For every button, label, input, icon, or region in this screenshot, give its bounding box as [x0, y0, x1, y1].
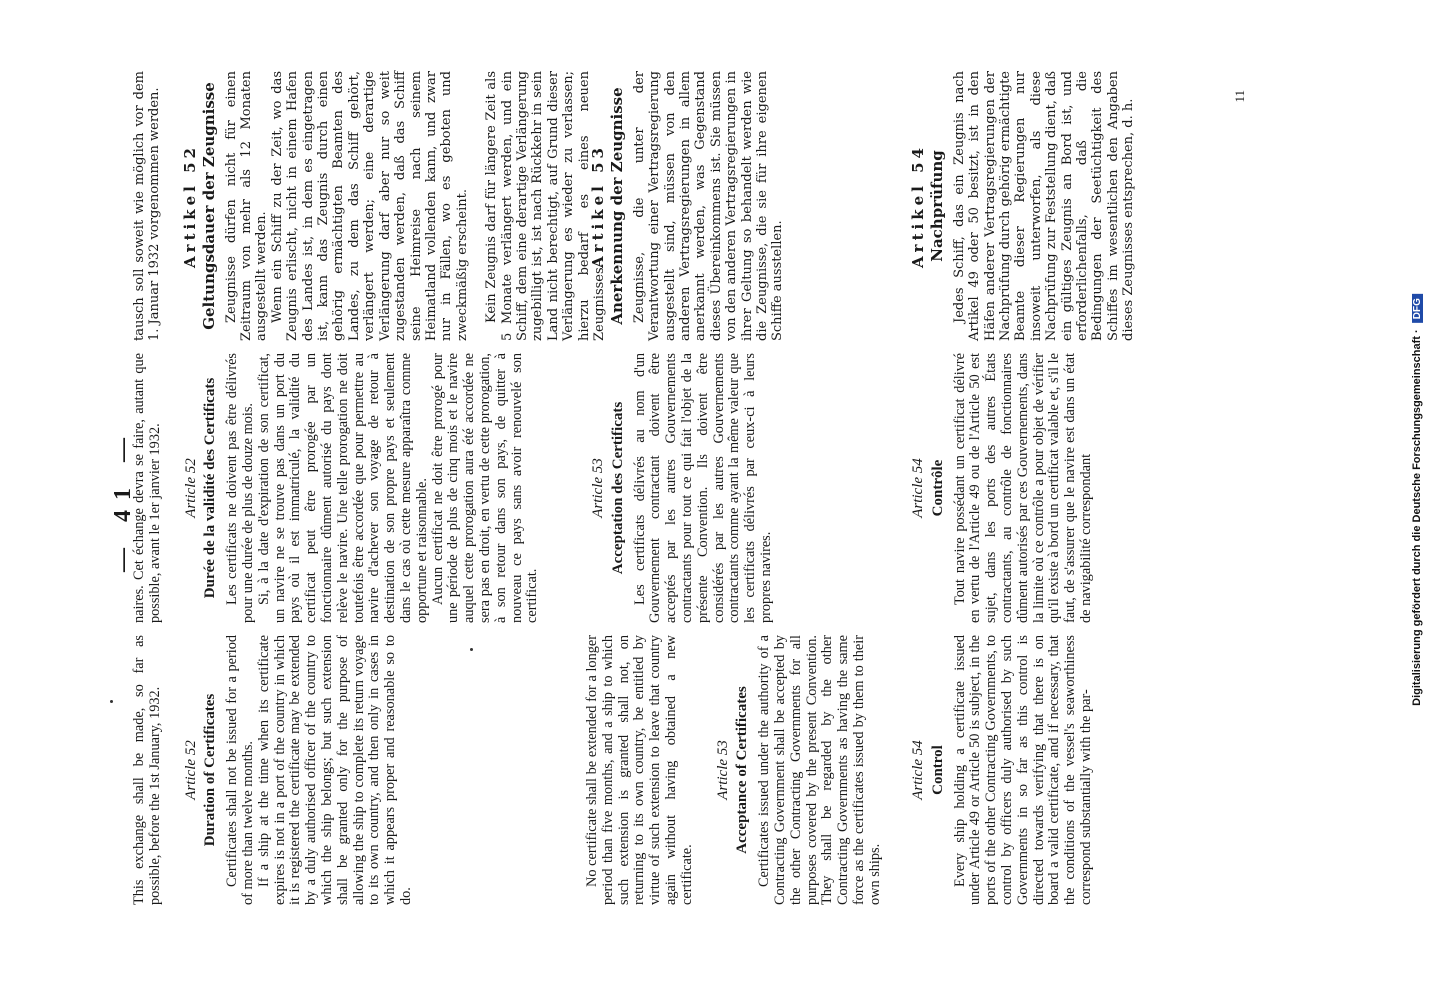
english-article-54-p1: Every ship holding a certificate issued under Article 49 or Article 50 is subject, in the ports of the other Contracting Governments, to control by officers duly authorised by such Governments in so far as this control is directed towards verifying that there is on board a valid certificate, and if necessary, that the conditions of the vessel's seaworthiness correspond substantially with the par-: [951, 635, 1094, 905]
english-intro: This exchange shall be made, so far as possible, before the 1st January, 1932.: [131, 635, 163, 905]
english-column: [132, 635, 415, 905]
english-article-53-label: Article 53: [714, 740, 731, 800]
section-article-53: [584, 71, 883, 905]
german-column: [132, 71, 607, 341]
english-article-52-p2: If a ship at the time when its certificate expires is not in a port of the country in which it is registered the certificate may be extended by a duly authorised officer of the country to which the ship belongs; but such extension shall be granted only for the purpose of allowing the ship to complete its return voyage to its own country, and then only in cases in which it appears proper and reasonable so to do.: [255, 635, 414, 905]
french-article-52-p1: Les certificats ne doivent pas être délivrés pour une durée de plus de douze mois.: [224, 353, 256, 623]
section-article-54: [905, 71, 1225, 905]
french-article-52-heading: Durée de la validité des Certificats: [202, 377, 219, 599]
scan-speck: [470, 648, 473, 651]
english-article-54-heading: Control: [929, 745, 946, 795]
german-article-52-p3: Kein Zeugnis darf für längere Zeit als 5 Monate verlängert werden, und ein Schiff, dem eine derartige Verlängerung zugebilligt ist, ist nach Rückkehr in sein Land nicht berechtigt, auf Grund dieser Verlängerung es wieder zu verlassen; hierzu bedarf es eines neuen Zeugnisses.: [484, 71, 607, 341]
english-column-54: [905, 635, 1095, 905]
german-article-52-label: Artikel 52: [180, 144, 199, 268]
scan-speck: [110, 700, 113, 703]
french-article-53-heading: Acceptation des Certificats: [609, 401, 626, 575]
page-number: — 41 —: [110, 428, 136, 572]
german-column-54: [905, 71, 1137, 341]
german-article-54-heading: Nachprüfung: [928, 150, 947, 262]
french-column: [132, 353, 541, 623]
french-article-53-label: Article 53: [590, 458, 606, 518]
english-article-52-label: Article 52: [182, 740, 199, 800]
english-article-53-p1: Certificates issued under the authority of a Contracting Government shall be accepted by the other Contracting Governments for all purposes covered by the present Convention. They shall be regarded by the other Contracting Governments as having the same force as the certificates issued by them to their own ships.: [756, 635, 883, 905]
digitization-credit-sidebar: [1400, 0, 1434, 1000]
german-column-53: [585, 71, 786, 341]
german-article-53-heading: Anerkennung der Zeugnisse: [608, 87, 627, 325]
french-intro: naires. Cet échange devra se faire, autant que possible, avant le 1er janvier 1932.: [131, 353, 163, 623]
dfg-logo: DFG: [1412, 294, 1423, 323]
french-article-52-p3: Aucun certificat ne doit être prorogé pour une période de plus de cinq mois et le navire auquel cette prorogation aura été accordée ne sera pas en droit, en vertu de cette prorogation, à son retour dans son pays, de quitter à nouveau ce pays sans avoir renouvelé son certificat.: [429, 353, 541, 623]
english-column-53: [585, 635, 884, 905]
german-article-52-p2: Wenn ein Schiff zu der Zeit, wo das Zeugnis erlischt, nicht in einem Hafen des Landes ist, in dem es eingetragen ist, kann das Zeugnis durch einen gehörig ermächtigten Beamten des Landes, zu dem das Schiff gehört, verlängert werden; eine derartige Verlängerung darf aber nur so weit zugestanden werden, daß das Schiff seine Heimreise nach seinem Heimatland vollenden kann, und zwar nur in Fällen, wo es geboten und zweckmäßig erscheint.: [269, 71, 470, 341]
english-article-54-label: Article 54: [910, 740, 926, 800]
german-article-52-heading: Geltungsdauer der Zeugnisse: [200, 82, 219, 330]
english-article-52-p1: Certificates shall not be issued for a period of more than twelve months.: [224, 635, 256, 905]
german-intro: tausch soll soweit wie möglich vor dem 1. Januar 1932 vorgenommen werden.: [132, 71, 163, 341]
french-column-53: [585, 353, 775, 623]
french-article-54-p1: Tout navire possédant un certificat délivré en vertu de l'Article 49 ou de l'Article 50 est sujet, dans les ports des autres États contractants, au contrôle de fonctionnaires dûment autorisés par ces Gouvernements, dans la limite où ce contrôle a pour objet de vérifier qu'il existe à bord un certificat valable et, s'il le faut, de s'assurer que le navire est dans un état de navigabilité correspondant: [951, 353, 1094, 623]
french-article-52-label: Article 52: [182, 458, 199, 518]
german-article-54-p1: Jedes Schiff, das ein Zeugnis nach Artikel 49 oder 50 besitzt, ist in den Häfen anderer Vertragsregierungen der Nachprüfung durch gehörig ermächtigte Beamte dieser Regierungen nur insoweit unterworfen, als diese Nachprüfung zur Feststellung dient, daß ein gültiges Zeugnis an Bord ist, und erforderlichenfalls, daß die Bedingungen der Seetüchtigkeit des Schiffes im wesentlichen den Angaben dieses Zeugnisses entsprechen, d. h.: [951, 71, 1137, 341]
french-article-54-heading: Contrôle: [929, 459, 946, 517]
digitization-credit: [1411, 294, 1423, 706]
french-article-54-label: Article 54: [910, 458, 926, 518]
credit-text: Digitalisierung gefördert durch die Deutsche Forschungsgemeinschaft ·: [1411, 329, 1423, 706]
german-article-52-p1: Zeugnisse dürfen nicht für einen Zeitraum von mehr als 12 Monaten ausgestellt werden.: [223, 71, 270, 341]
french-article-53-p1: Les certificats délivrés au nom d'un Gouvernement contractant doivent être acceptés par les autres Gouvernements contractants pour tout ce qui fait l'objet de la présente Convention. Ils doivent être considérés par les autres Gouvernements contractants comme ayant la même valeur que les certificats délivrés par ceux-ci à leurs propres navires.: [631, 353, 774, 623]
german-article-54-label: Artikel 54: [909, 144, 927, 268]
footer-page-number: 11: [1232, 90, 1247, 103]
german-article-53-p1: Zeugnisse, die unter der Verantwortung einer Vertragsregierung ausgestellt sind, müssen von den anderen Vertragsregierungen in allem anerkannt werden, was Gegenstand dieses Übereinkommens ist. Sie müssen von den anderen Vertragsregierungen in ihrer Geltung so behandelt werden wie die Zeugnisse, die sie für ihre eigenen Schiffe ausstellen.: [631, 71, 786, 341]
german-article-53-label: Artikel 53: [589, 144, 607, 268]
english-article-53-heading: Acceptance of Certificates: [734, 686, 751, 854]
french-column-54: [905, 353, 1095, 623]
english-article-52-p3: No certificate shall be extended for a longer period than five months, and a ship to which such extension is granted shall not, on returning to its own country, be entitled by virtue of such extension to leave that country again without having obtained a new certificate.: [584, 635, 695, 905]
english-article-52-heading: Duration of Certificates: [202, 693, 219, 847]
french-article-52-p2: Si, à la date d'expiration de son certificat, un navire ne se trouve pas dans un port du pays où il est immatriculé, la validité du certificat peut être prorogée par un fonctionnaire dûment autorisé du pays dont relève le navire. Une telle prorogation ne doit toutefois être accordée que pour permettre au navire d'achever son voyage de retour à destination de son propre pays et seulement dans le cas où cette mesure apparaîtra comme opportune et raisonnable.: [255, 353, 430, 623]
